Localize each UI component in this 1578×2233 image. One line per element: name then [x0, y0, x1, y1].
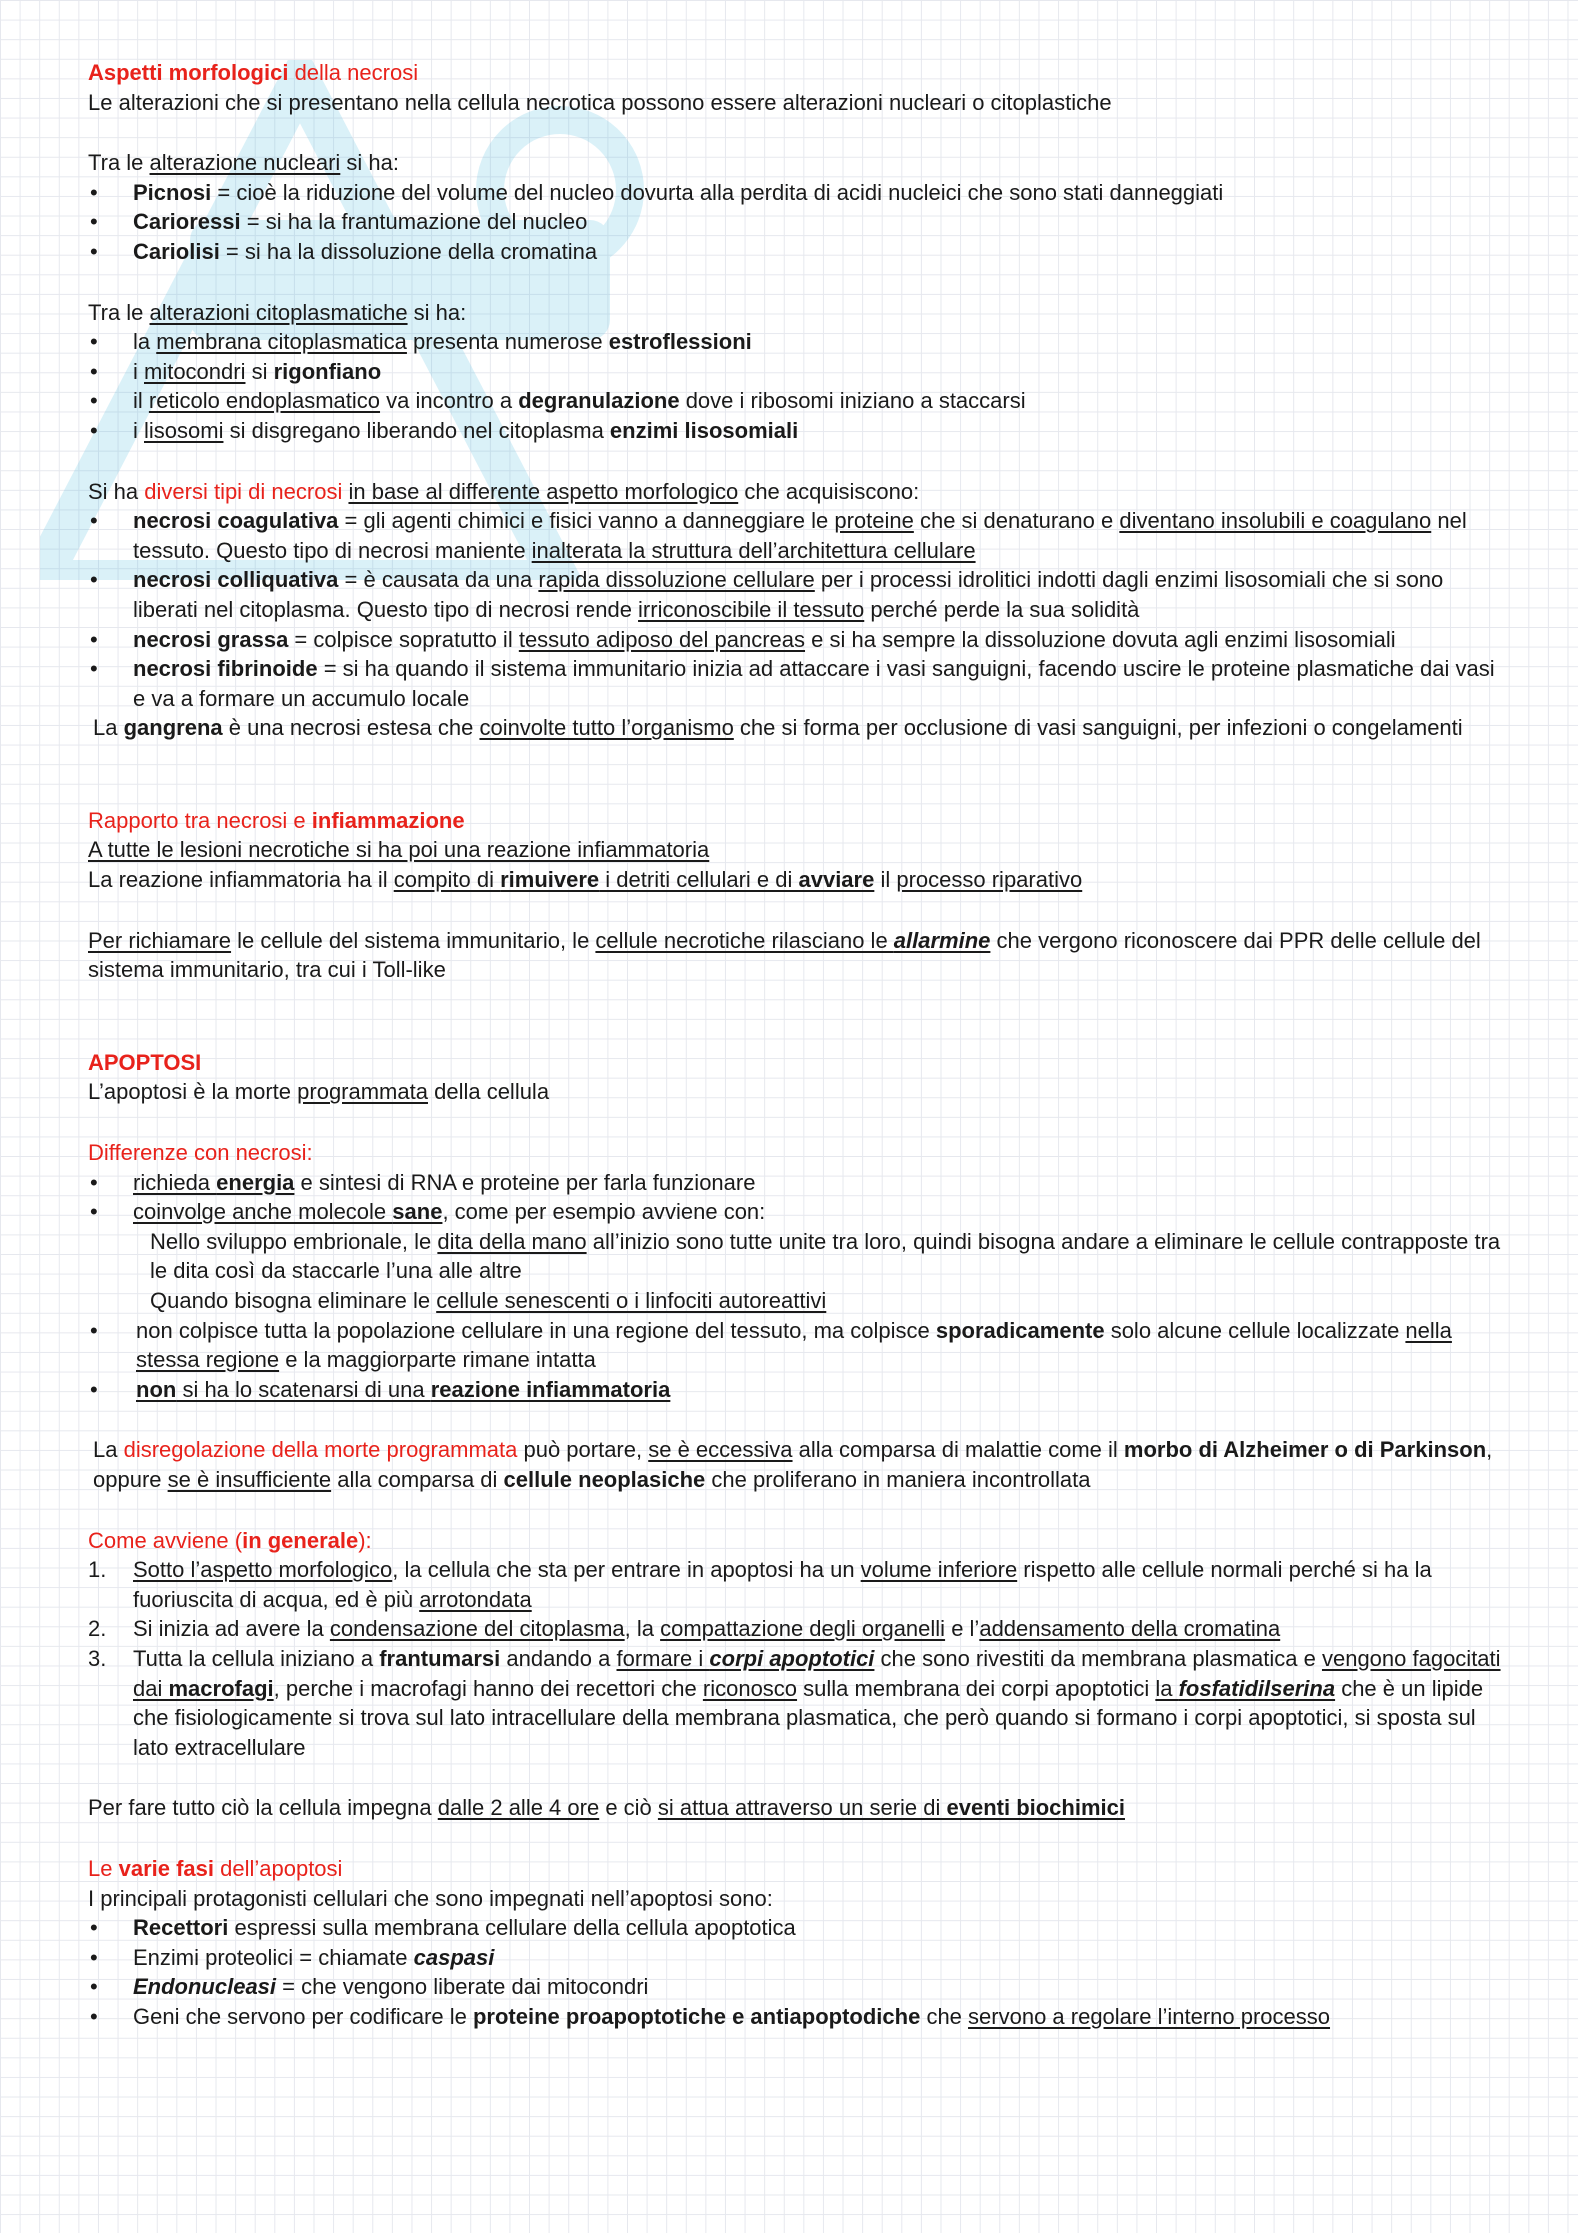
list-cytoplasmic-alterations: [88, 327, 1508, 445]
list-item: • necrosi fibrinoide = si ha quando il sistema immunitario inizia ad attaccare i vasi sanguigni, facendo uscire le proteine plasmatiche dai vasi e va a formare un accumulo locale: [88, 654, 1508, 713]
list-item: • necrosi colliquativa = è causata da una rapida dissoluzione cellulare per i processi idrolitici indotti dagli enzimi lisosomiali che si sono liberati nel citoplasma. Questo tipo di necrosi rende irriconoscibile il tessuto perché perde la sua solidità: [88, 565, 1508, 624]
list-item: • Enzimi proteolici = chiamate caspasi: [88, 1943, 1508, 1973]
heading-rapporto-necrosi-infiammazione: Rapporto tra necrosi e infiammazione: [88, 807, 465, 833]
paragraph: Tra le alterazione nucleari si ha:: [88, 150, 400, 176]
list-steps: [88, 1555, 1508, 1762]
paragraph: A tutte le lesioni necrotiche si ha poi una reazione infiammatoria: [88, 837, 710, 863]
paragraph-gangrena: La gangrena è una necrosi estesa che coinvolte tutto l’organismo che si forma per occlusione di vasi sanguigni, per infezioni o congelamenti: [93, 715, 1463, 741]
list-item: • Picnosi = cioè la riduzione del volume del nucleo dovurta alla perdita di acidi nucleici che sono stati danneggiati: [88, 178, 1508, 208]
heading-aspetti-morfologici: Aspetti morfologici della necrosi: [88, 60, 419, 85]
list-item: • necrosi coagulativa = gli agenti chimici e fisici vanno a danneggiare le proteine che si denaturano e diventano insolubili e coagulano nel tessuto. Questo tipo di necrosi maniente inalterata la struttura dell’architettura cellulare: [88, 506, 1508, 565]
list-differences: [88, 1168, 1508, 1405]
list-item: • Cariolisi = si ha la dissoluzione della cromatina: [88, 237, 1508, 267]
list-item: 3. Tutta la cellula iniziano a frantumarsi andando a formare i corpi apoptotici che sono rivestiti da membrana plasmatica e vengono fagocitati dai macrofagi, perche i macrofagi hanno dei recettori che riconosco sulla membrana dei corpi apoptotici la fosfatidilserina che è un lipide che fisiologicamente si trova sul lato intracellulare della membrana plasmatica, che però quando si formano i corpi apoptotici, si sposta sul lato extracellulare: [88, 1645, 1501, 1760]
list-item: • Geni che servono per codificare le proteine proapoptotiche e antiapoptodiche che servono a regolare l’interno processo: [88, 2002, 1508, 2032]
paragraph: Per fare tutto ciò la cellula impegna dalle 2 alle 4 ore e ciò si attua attraverso un serie di eventi biochimici: [88, 1795, 1125, 1821]
document-page: [88, 58, 1508, 2031]
heading-apoptosi: APOPTOSI: [88, 1049, 202, 1075]
paragraph: La reazione infiammatoria ha il compito di rimuivere i detriti cellulari e di avviare il processo riparativo: [88, 867, 1083, 893]
list-item: • non si ha lo scatenarsi di una reazione infiammatoria: [88, 1375, 1508, 1405]
paragraph-disregolazione: La disregolazione della morte programmata può portare, se è eccessiva alla comparsa di malattie come il morbo di Alzheimer o di Parkinson, oppure se è insufficiente alla comparsa di cellule neoplasiche che proliferano in maniera incontrollata: [93, 1437, 1493, 1492]
paragraph: Tra le alterazioni citoplasmatiche si ha:: [88, 299, 467, 325]
list-item: • Carioressi = si ha la frantumazione del nucleo: [88, 207, 1508, 237]
list-item: • non colpisce tutta la popolazione cellulare in una regione del tessuto, ma colpisce sporadicamente solo alcune cellule localizzate nella stessa regione e la maggiorparte rimane intatta: [88, 1316, 1508, 1375]
list-item: • Endonucleasi = che vengono liberate dai mitocondri: [88, 1972, 1508, 2002]
sub-item: Nello sviluppo embrionale, le dita della mano all’inizio sono tutte unite tra loro, quindi bisogna andare a eliminare le cellule contrapposte tra le dita così da staccarle l’una alle altre: [150, 1228, 1501, 1284]
paragraph: Le alterazioni che si presentano nella cellula necrotica possono essere alterazioni nucleari o citoplastiche: [88, 89, 1112, 115]
list-item: • richieda energia e sintesi di RNA e proteine per farla funzionare: [88, 1168, 1508, 1198]
list-item: • il reticolo endoplasmatico va incontro a degranulazione dove i ribosomi iniziano a staccarsi: [88, 386, 1508, 416]
sub-item: Quando bisogna eliminare le cellule senescenti o i linfociti autoreattivi: [150, 1288, 827, 1313]
list-necrosis-types: [88, 506, 1508, 713]
paragraph: L’apoptosi è la morte programmata della cellula: [88, 1079, 550, 1105]
list-item: • coinvolge anche molecole sane, come per esempio avviene con: Nello sviluppo embrionale, le dita della mano all’inizio sono tutte unite tra loro, quindi bisogna andare a eliminare le cellule contrapposte tra le dita così da staccarle l’una alle altre Quando bisogna eliminare le cellule senescenti o i linfociti autoreattivi: [88, 1197, 1508, 1315]
list-nuclear-alterations: [88, 178, 1508, 267]
paragraph: Per richiamare le cellule del sistema immunitario, le cellule necrotiche rilasciano le allarmine che vergono riconoscere dai PPR delle cellule del sistema immunitario, tra cui i Toll-like: [88, 927, 1481, 983]
list-item: 2. Si inizia ad avere la condensazione del citoplasma, la compattazione degli organelli e l’addensamento della cromatina: [88, 1616, 1281, 1642]
heading-varie-fasi: Le varie fasi dell’apoptosi: [88, 1855, 343, 1881]
list-item: • Recettori espressi sulla membrana cellulare della cellula apoptotica: [88, 1913, 1508, 1943]
list-item: 1. Sotto l’aspetto morfologico, la cellula che sta per entrare in apoptosi ha un volume inferiore rispetto alle cellule normali perché si ha la fuoriuscita di acqua, ed è più arrotondata: [88, 1557, 1432, 1612]
list-item: • i lisosomi si disgregano liberando nel citoplasma enzimi lisosomiali: [88, 416, 1508, 446]
list-item: • i mitocondri si rigonfiano: [88, 357, 1508, 387]
heading-come-avviene: Come avviene (in generale):: [88, 1527, 372, 1553]
paragraph: I principali protagonisti cellulari che sono impegnati nell’apoptosi sono:: [88, 1885, 773, 1911]
heading-differenze: Differenze con necrosi:: [88, 1140, 313, 1166]
paragraph: Si ha diversi tipi di necrosi in base al differente aspetto morfologico che acquisiscono:: [88, 478, 920, 504]
list-item: • necrosi grassa = colpisce sopratutto il tessuto adiposo del pancreas e si ha sempre la dissoluzione dovuta agli enzimi lisosomiali: [88, 625, 1508, 655]
list-protagonists: [88, 1913, 1508, 2031]
list-item: • la membrana citoplasmatica presenta numerose estroflessioni: [88, 327, 1508, 357]
